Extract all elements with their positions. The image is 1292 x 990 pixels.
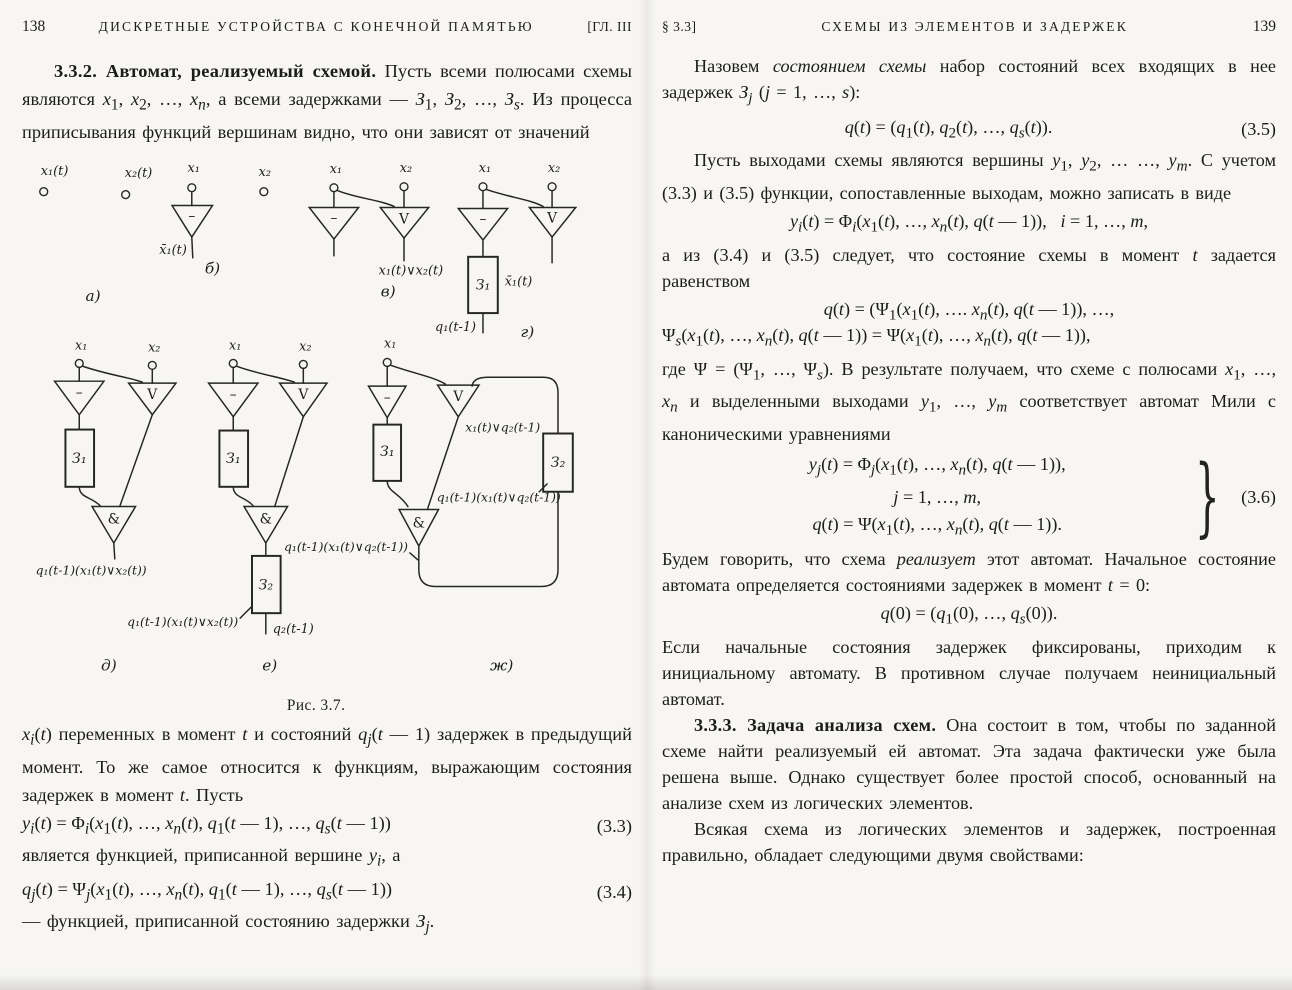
not-gate-symbol: –	[383, 390, 391, 407]
or-gate-symbol: V	[298, 387, 309, 404]
equation-state-line1-body: $q(t) = (\Psi_1(x_1(t)$, …. $x_n(t)$, q(t — 1)), …,	[823, 298, 1115, 324]
equation-3-6-line2: j = 1, …, m,	[893, 486, 981, 507]
not-gate-symbol: –	[479, 211, 487, 228]
equation-state-line2	[662, 325, 1276, 351]
fig-sublabel-zh: ж)	[490, 656, 514, 675]
fig-label-x2: x₂	[299, 339, 312, 355]
fig-label-or-out: x₁(t)∨x₂(t)	[378, 263, 444, 279]
right-running-head	[662, 18, 1276, 36]
equation-initial-state-body: $q(0) = (q_1(0)$, …, $q_s(0)$).	[880, 603, 1058, 629]
not-gate-symbol: –	[330, 210, 338, 227]
equation-outputs-body: $y_i(t) = \Phi_i(x_1(t)$, …, $x_n(t)$, q(t — 1)), i = 1, …, m,	[789, 210, 1149, 236]
para-delay-function: — функцией, приписанной состоянию задержки $З_j$.	[22, 910, 435, 936]
para-circuit-state: Назовем состоянием схемы набор состояний всех входящих в нее задержек $З_j$ (j = 1, …, s):	[662, 56, 1277, 107]
fig-label-x2: x₂	[399, 161, 413, 177]
page-number-left: 138	[22, 18, 46, 35]
para-realizes: Будем говорить, что схема реализует этот автомат. Начальное состояние автомата определяется состояниями задержек в момент t = 0:	[662, 549, 1276, 596]
fig-label-and-out: q₁(t-1)(x₁(t)∨x₂(t))	[35, 563, 147, 578]
or-gate-symbol: V	[453, 389, 464, 406]
fig-label-xbar1t: x̄₁(t)	[504, 274, 533, 290]
para-variables: $x_i(t)$ переменных в момент t и состояний $q_j(t$ — 1) задержек в предыдущий момент. То же самое относится к функциям, выражающим состояния задержек в момент t. Пусть	[22, 724, 632, 805]
equation-3-5	[662, 117, 1276, 143]
equation-3-6-line3: $q(t) = \Psi(x_1(t)$, …, $x_n(t)$, q(t — 1)).	[812, 513, 1062, 539]
fig-sublabel-d: д)	[101, 656, 117, 675]
or-gate-symbol: V	[547, 210, 558, 227]
equation-3-6	[662, 446, 1276, 547]
fig-label-x1: x₁	[478, 161, 492, 177]
equation-3-4-body: $q_j(t) = \Psi_j(x_1(t)$, …, $x_n(t)$, $q_1(t$ — 1), …, $q_s(t$ — 1))	[22, 879, 393, 904]
para-initial-automaton: Если начальные состояния задержек фиксированы, приходим к инициальному автомату. В противном случае получаем неинициальный автомат.	[662, 637, 1276, 710]
fig-sublabel-a: а)	[85, 287, 101, 306]
fig-label-x2: x₂	[258, 165, 272, 181]
right-page	[646, 0, 1292, 990]
fig-label-xbar1t: x̄₁(t)	[159, 243, 187, 259]
fig-label-and-fb-out: q₁(t-1)(x₁(t)∨q₂(t-1))	[436, 490, 561, 505]
para-outputs: Пусть выходами схемы являются вершины $y_1$, $y_2$, … …, $y_m$. С учетом (3.3) и (3.5) функции, сопоставленные выходам, можно записать в виде	[662, 150, 1276, 203]
and-gate-symbol: &	[107, 511, 120, 528]
diagram-b	[159, 161, 271, 278]
diagram-g	[435, 161, 576, 341]
section-ref: § 3.3]	[662, 19, 697, 34]
equation-state-line2-body: $\Psi_s(x_1(t)$, …, $x_n(t)$, q(t — $1)) = \Psi(x_1(t)$, …, $x_n(t)$, q(t — 1)),	[662, 325, 1091, 350]
diagram-v	[309, 161, 443, 300]
diagram-a	[40, 164, 152, 305]
delay-z1-label: З₁	[225, 451, 241, 468]
para-analysis-task: 3.3.3. Задача анализа схем. Она состоит в том, чтобы по заданной схеме найти реализуемый ей автомат. Эта задача фактически уже была решена выше. Однако существует более простой способ, основанный на анализе схем из логических элементов.	[662, 715, 1276, 814]
or-gate-symbol: V	[147, 387, 158, 404]
circuit-diagrams	[22, 149, 634, 719]
fig-label-x2: x₂	[547, 161, 561, 177]
equation-3-4-number: (3.4)	[596, 881, 632, 902]
fig-label-x1: x₁	[229, 338, 242, 354]
delay-z1-label: З₁	[379, 444, 395, 461]
page-number-right: 139	[1252, 18, 1276, 35]
not-gate-symbol: –	[229, 387, 237, 404]
chapter-ref: [ГЛ. III	[587, 19, 632, 34]
and-gate-symbol: &	[412, 515, 425, 532]
fig-sublabel-b: б)	[204, 259, 221, 278]
not-gate-symbol: –	[75, 385, 83, 402]
fig-label-x1t: x₁(t)	[40, 164, 69, 180]
equation-3-4	[22, 879, 632, 905]
equation-outputs	[662, 211, 1276, 237]
running-title-left: ДИСКРЕТНЫЕ УСТРОЙСТВА С КОНЕЧНОЙ ПАМЯТЬЮ	[98, 19, 534, 34]
figure-caption: Рис. 3.7.	[286, 697, 346, 715]
fig-label-x1: x₁	[75, 338, 88, 354]
para-two-properties: Всякая схема из логических элементов и задержек, построенная правильно, обладает следующими двумя свойствами:	[662, 819, 1276, 866]
system-brace: }	[1195, 446, 1221, 547]
delay-z1-label: З₁	[71, 451, 87, 468]
fig-label-and-out: q₁(t-1)(x₁(t)∨x₂(t))	[127, 615, 239, 630]
equation-3-6-system	[662, 451, 1178, 543]
fig-label-q1-out: q₁(t-1)	[435, 320, 477, 336]
figure-3-7	[22, 149, 632, 719]
running-title-right: СХЕМЫ ИЗ ЭЛЕМЕНТОВ И ЗАДЕРЖЕК	[821, 19, 1128, 34]
equation-state-line1	[662, 299, 1276, 325]
equation-initial-state	[662, 603, 1276, 629]
fig-sublabel-e: е)	[262, 656, 278, 675]
delay-z1-label: З₁	[475, 277, 491, 294]
or-gate-symbol: V	[399, 211, 409, 228]
equation-3-6-line1: $y_j(t) = \Phi_j(x_1(t)$, …, $x_n(t)$, q(t — 1)),	[808, 454, 1066, 479]
fig-label-q2-out: q₂(t-1)	[272, 622, 314, 638]
para-automaton-intro: 3.3.2. Автомат, реализуемый схемой. Пусть всеми полюсами схемы являются $x_1$, $x_2$, …, $x_n$, а всеми задержками — $З_1$, $З_2$, …, $З_s$. Из процесса приписывания функций вершинам видно, что они зависят от значений	[22, 61, 633, 142]
diagram-zh	[284, 337, 573, 675]
fig-sublabel-v: в)	[380, 282, 396, 301]
delay-z2-label: З₂	[258, 577, 274, 594]
fig-label-x2t: x₂(t)	[124, 166, 153, 182]
para-state-follows: а из (3.4) и (3.5) следует, что состояние схемы в момент t задается равенством	[662, 244, 1276, 291]
left-running-head	[22, 18, 632, 36]
not-gate-symbol: –	[188, 208, 196, 225]
fig-sublabel-g: г)	[520, 322, 535, 341]
fig-label-x1: x₁	[187, 161, 200, 177]
para-mealy: где $\Psi = (\Psi_1$, …, $\Psi_s$). В результате получаем, что схеме с полюсами $x_1$, …, $x_n$ и выделенными выходами $y_1$, …, $y_m$ соответствует автомат Мили с каноническими уравнениями	[662, 358, 1277, 445]
equation-3-3-number: (3.3)	[596, 815, 632, 836]
equation-3-5-body: $q(t) = (q_1(t)$, $q_2(t)$, …, $q_s(t)$).	[844, 116, 1053, 142]
fig-label-x2: x₂	[148, 340, 161, 356]
and-gate-symbol: &	[259, 511, 272, 528]
equation-3-3	[22, 813, 632, 839]
equation-3-6-number: (3.6)	[1241, 486, 1276, 507]
delay-z2-label: З₂	[550, 455, 566, 472]
fig-label-x1: x₁	[383, 336, 397, 352]
fig-label-and-fb-out: q₁(t-1)(x₁(t)∨q₂(t-1))	[284, 540, 408, 555]
equation-3-3-body: $y_i(t) = \Phi_i(x_1(t)$, …, $x_n(t)$, $q_1(t$ — 1), …, $q_s(t$ — 1))	[22, 813, 391, 839]
para-vertex-function: является функцией, приписанной вершине $y_i$, а	[22, 845, 401, 870]
equation-3-5-number: (3.5)	[1241, 118, 1276, 139]
fig-label-or-fb-out: x₁(t)∨q₂(t-1)	[465, 420, 541, 435]
fig-label-x1: x₁	[329, 162, 343, 178]
